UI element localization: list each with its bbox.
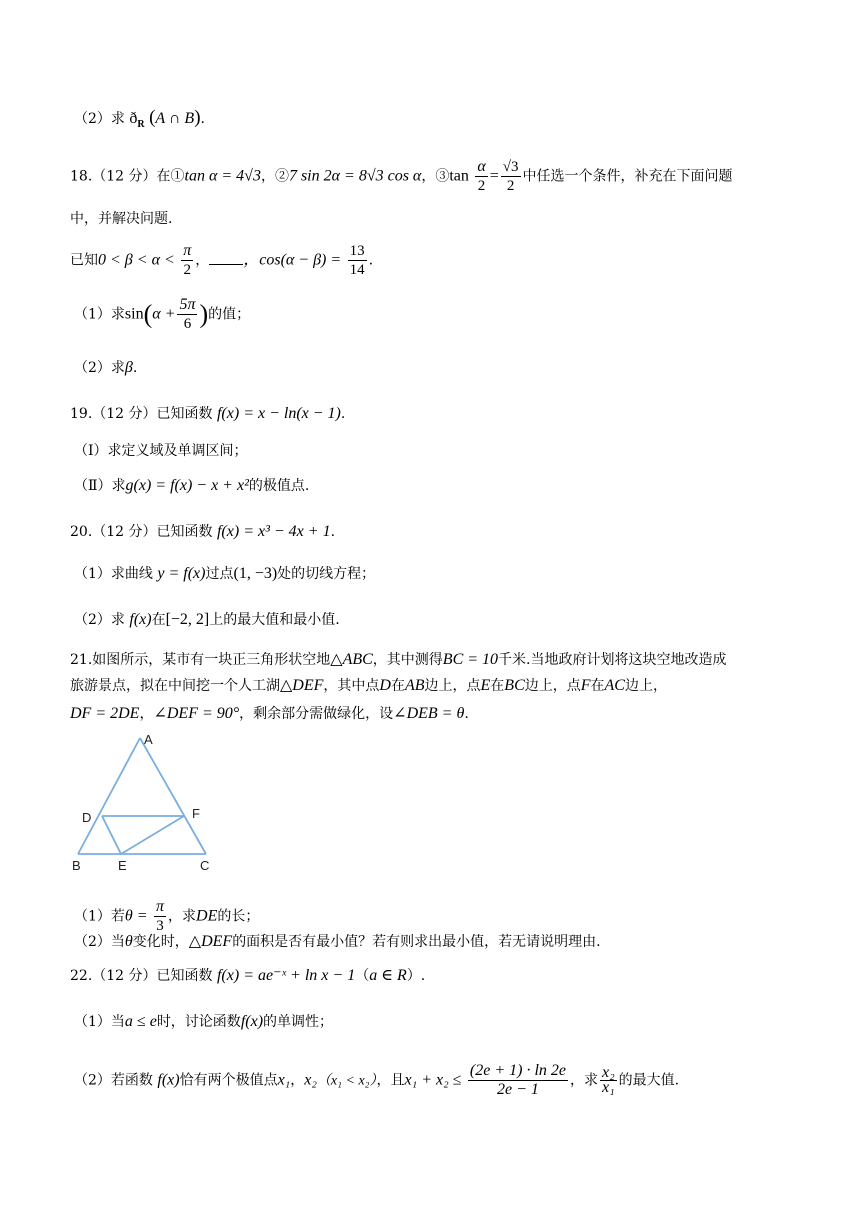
label-d: D <box>82 810 92 825</box>
math-expr: ∠DEF = 90° <box>153 705 240 722</box>
math-expr: F <box>580 677 591 694</box>
q19-header <box>70 406 345 422</box>
q19-part1: （Ⅰ）求定义域及单调区间； <box>74 443 248 459</box>
condition-3-tan: tan <box>449 167 469 185</box>
text: 20.（12 分）已知函数 <box>70 524 213 540</box>
text: ， <box>290 1072 305 1089</box>
fraction-bound <box>468 1062 568 1099</box>
math-expr: f(x) <box>157 1071 180 1089</box>
math-expr: β <box>124 359 133 376</box>
numerator: √3 <box>502 159 519 175</box>
complement-symbol: ð <box>129 110 138 127</box>
q18-part1: （1）求sin(α + $\frac{5\pi}{6}$ )的值； <box>74 296 251 332</box>
text: ，剩余部分需做绿化，设 <box>239 706 394 722</box>
q18-line2: 中，并解决问题. <box>70 211 173 227</box>
text: 过点 <box>205 566 234 582</box>
math-expr: DE <box>196 907 218 925</box>
q22-part2 <box>74 1062 679 1099</box>
math-expr: △DEF <box>280 677 324 694</box>
text: 在 <box>390 678 405 694</box>
text: . <box>132 360 138 376</box>
math-expr: D <box>379 677 391 694</box>
numerator: x₂ <box>602 1064 615 1081</box>
math-expr: x₂ <box>304 1071 317 1089</box>
text: . <box>368 252 374 269</box>
math-expr: （x₁ < x₂） <box>316 1073 377 1089</box>
text: ，其中点 <box>323 678 380 694</box>
text: 时，讨论函数 <box>156 1014 241 1030</box>
q21-part2 <box>74 934 601 950</box>
text: ，且 <box>376 1072 405 1089</box>
text: . <box>464 706 469 722</box>
math-expr: θ = <box>124 907 148 925</box>
text: . <box>330 524 336 540</box>
q21-line3 <box>70 706 469 722</box>
math-expr: f(x) <box>240 1013 264 1030</box>
q21-line2 <box>70 678 667 694</box>
text: （2）当 <box>74 934 125 950</box>
denominator: 2 <box>477 178 486 194</box>
fraction-pi-over-2 <box>181 242 193 279</box>
text: . <box>340 406 346 422</box>
text: 中任选一个条件，补充在下面问题 <box>522 168 733 185</box>
text: 的单调性； <box>263 1014 334 1030</box>
label-a: A <box>144 732 153 747</box>
math-expr: ∠DEB = θ <box>393 705 465 722</box>
q22-part1 <box>74 1014 333 1030</box>
text: （ <box>355 968 370 984</box>
math-expr: y = f(x) <box>157 565 206 582</box>
text: （1）求 <box>74 306 125 323</box>
text: 上的最大值和最小值. <box>209 612 340 628</box>
text: 的面积是否有最小值？若有则求出最小值，若无请说明理由. <box>232 934 601 950</box>
real-set: R <box>137 118 145 130</box>
text: 处的切线方程； <box>277 566 376 582</box>
text: 的最大值. <box>618 1072 680 1089</box>
numerator: π <box>156 898 165 915</box>
cos-expr: ，cos(α − β) = <box>243 251 342 269</box>
text: （1）求曲线 <box>74 566 153 582</box>
math-expr: △DEF <box>188 933 233 950</box>
q21-line1 <box>70 652 727 668</box>
text: ）. <box>406 968 426 984</box>
text: ，求 <box>570 1072 598 1089</box>
text: 在 <box>151 612 166 628</box>
numerator: α <box>477 158 486 175</box>
denominator: 2e − 1 <box>496 1081 539 1098</box>
math-expr: BC = 10 <box>442 651 499 668</box>
math-expr: x₁ <box>277 1071 291 1089</box>
text: ，③ <box>421 168 450 185</box>
math-expr: [−2, 2] <box>165 611 210 628</box>
text: 18.（12 分）在① <box>70 168 185 185</box>
denominator: 2 <box>506 178 515 194</box>
numerator: 5π <box>179 296 196 313</box>
math-expr: E <box>480 677 491 694</box>
text: ， <box>195 252 210 269</box>
text: （1）当 <box>74 1014 125 1030</box>
text: 边上， <box>624 678 667 694</box>
math-expr: AB <box>404 677 425 694</box>
denominator: 14 <box>349 262 365 278</box>
text: 19.（12 分）已知函数 <box>70 406 213 422</box>
denominator: x₁ <box>602 1079 615 1096</box>
text: （2）若函数 <box>74 1072 153 1089</box>
fraction-pi-over-3 <box>154 898 166 935</box>
math-expr: AC <box>604 677 625 694</box>
text: 的极值点. <box>248 478 310 494</box>
denominator: 2 <box>183 262 191 278</box>
text: 在 <box>490 678 505 694</box>
label-f: F <box>192 806 200 821</box>
text: 已知 <box>70 252 98 269</box>
numerator: (2e + 1) · ln 2e <box>469 1062 566 1079</box>
text: 21.如图所示，某市有一块正三角形状空地 <box>70 652 331 668</box>
text: （2）求 <box>74 612 125 628</box>
text: 边上，点 <box>524 678 581 694</box>
math-expr: α + <box>152 305 176 323</box>
fraction-x2-over-x1 <box>600 1066 617 1095</box>
q17-part2: （2）求 $ð_R$ (A ∩ B). <box>74 107 205 130</box>
text: ， <box>139 706 154 722</box>
text: 边上，点 <box>424 678 481 694</box>
text: 千米.当地政府计划将这块空地改造成 <box>498 652 727 668</box>
text: （1）若 <box>74 908 125 925</box>
text: （2）求 <box>74 111 125 127</box>
label-b: B <box>72 858 81 873</box>
text: （Ⅱ）求 <box>74 478 126 494</box>
denominator: 6 <box>183 316 192 332</box>
sin: sin <box>124 305 144 323</box>
text: ，② <box>260 168 289 185</box>
text: 的长； <box>217 908 260 925</box>
text: （2）求 <box>74 360 125 376</box>
math-expr: DF = 2DE <box>70 705 140 722</box>
text: 22.（12 分）已知函数 <box>70 968 213 984</box>
q21-part1 <box>74 898 259 935</box>
triangle-figure <box>66 728 226 874</box>
fraction-13-over-14 <box>348 242 367 279</box>
function-expr: f(x) = x − ln(x − 1) <box>216 405 341 422</box>
segment-de <box>102 816 121 854</box>
text: ，其中测得 <box>372 652 443 668</box>
function-expr: f(x) = ae⁻ˣ + ln x − 1 <box>216 967 356 984</box>
q18-given <box>70 242 373 279</box>
math-expr: a ∈ R <box>369 967 407 984</box>
q20-part2 <box>74 612 340 628</box>
condition-1: tan α = 4√3 <box>184 167 261 185</box>
text: 的值； <box>208 306 251 323</box>
math-expr: θ <box>124 933 133 950</box>
condition-2: 7 sin 2α = 8√3 cos α <box>288 167 422 185</box>
q18-header <box>70 158 733 195</box>
side-ab <box>78 738 140 854</box>
text: 旅游景点，拟在中间挖一个人工湖 <box>70 678 280 694</box>
function-expr: g(x) = f(x) − x + x² <box>125 477 249 494</box>
math-expr: △ABC <box>330 651 373 668</box>
inequality: 0 < β < α < <box>98 251 175 269</box>
text: 变化时， <box>132 934 189 950</box>
label-e: E <box>118 858 127 873</box>
q19-part2 <box>74 478 309 494</box>
math-expr: f(x) <box>129 611 152 628</box>
text: 在 <box>590 678 605 694</box>
math-expr: a ≤ e <box>124 1013 157 1030</box>
q22-header <box>70 968 425 984</box>
math-expr: BC <box>504 677 525 694</box>
fill-blank <box>209 252 243 265</box>
math-expr: x₁ + x₂ ≤ <box>404 1071 462 1089</box>
numerator: π <box>183 242 192 259</box>
q20-part1 <box>74 566 375 582</box>
segment-ef <box>121 816 184 854</box>
math-expr: (1, −3) <box>233 565 278 582</box>
math-expr: A ∩ B <box>155 110 195 127</box>
q18-part2 <box>74 360 137 376</box>
fraction-5pi-over-6 <box>177 296 197 333</box>
function-expr: f(x) = x³ − 4x + 1 <box>216 523 331 540</box>
q20-header <box>70 524 335 540</box>
numerator: 13 <box>349 243 365 259</box>
equals: = <box>489 167 499 185</box>
label-c: C <box>200 858 210 873</box>
fraction-alpha-over-2 <box>475 158 487 195</box>
text: ，求 <box>168 908 197 925</box>
denominator: 3 <box>156 918 164 934</box>
text: 恰有两个极值点 <box>179 1072 278 1089</box>
text: . <box>200 111 205 127</box>
fraction-sqrt3-over-2 <box>501 158 521 195</box>
